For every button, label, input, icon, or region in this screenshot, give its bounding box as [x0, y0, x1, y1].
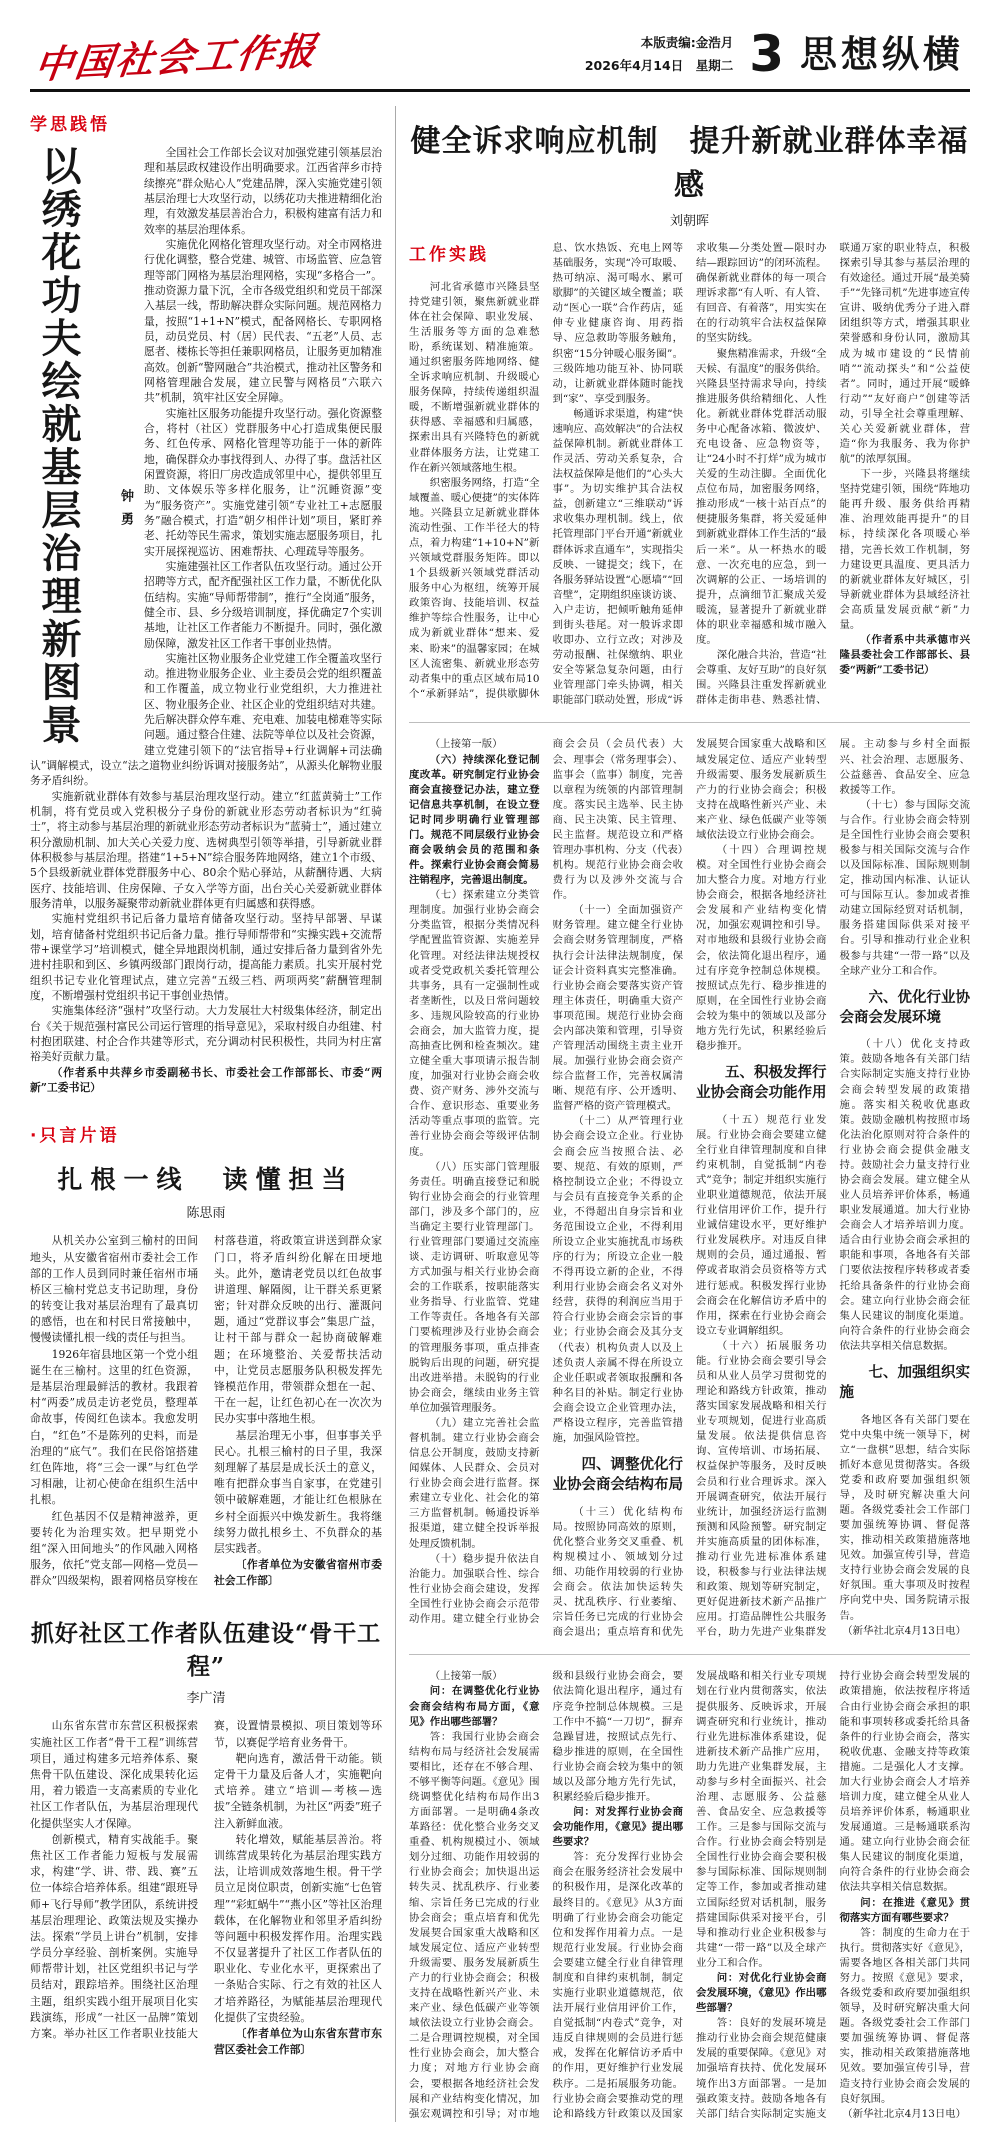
article-words-title: 扎根一线 读懂担当	[57, 1165, 355, 1195]
article-qa-body	[409, 1669, 970, 2121]
paragraph: 问：对发挥行业协会商会功能作用，《意见》提出哪些要求？	[552, 1806, 683, 1849]
article-practice	[409, 116, 970, 708]
paragraph: （六）持续深化登记制度改革。研究制定行业协会商会直接登记办法，建立登记信息共享机制，在设立登记时同步明确行业管理部门。规范不同层级行业协会商会吸纳会员的范围和条件。探索行业协会商会简易注销程序，完善退出制度。	[409, 753, 540, 887]
paragraph: （新华社北京4月13日电）	[842, 1624, 966, 1637]
paragraph: 山东省东营市东营区积极探索实施社区工作者“骨干工程”训练营项目，通过构建多元培养体系、聚焦骨干队伍建设、深化成果转化运用，着力锻造一支高素质的专业化社区工作者队伍，为基层治理现代化提供坚实人才保障。	[30, 1719, 198, 1830]
column-label-practice: 工作实践	[409, 245, 489, 265]
paragraph: （作者系中共萍乡市委副秘书长、市委社会工作部部长、市委“两新”工委书记）	[30, 1065, 382, 1095]
editor-line: 本版责编:金浩月	[640, 35, 734, 50]
article-practice-paragraphs	[409, 241, 970, 708]
article-study-body	[30, 145, 382, 1095]
paragraph: 河北省承德市兴隆县坚持党建引领，聚焦新就业群体在社会保障、职业发展、生活服务等方面的急难愁盼，系统谋划、精准施策。通过织密服务阵地网络、健全诉求响应机制、升级暖心服务保障，持续传递组织温暖，不断增强新就业群体的获得感、幸福感和归属感，探索出具有兴隆特色的新就业群体服务方法，让党建工作在新兴领域落地生根。	[409, 280, 540, 474]
article-study-author: 钟勇	[118, 489, 133, 536]
section-name: 思想纵横	[800, 33, 964, 76]
article-opinion-continuation	[409, 737, 970, 1640]
paragraph: 问：在调整优化行业协会商会结构布局方面，《意见》作出哪些部署？	[409, 1685, 540, 1728]
article-backbone-title: 抓好社区工作者队伍建设“骨干工程”	[30, 1620, 382, 1681]
paragraph: 实施村党组织书记后备力量培育储备攻坚行动。坚持早部署、早谋划，培育储备村党组织书记后备力量。推行导师帮带和“实操实践+交流帮带+课堂学习”培训模式，健全异地跟岗机制，通过安排后备力量到省外先进村挂职和到区、乡镇两级部门跟岗行动，提高能力素质。扎实开展村党组织书记专业化管理试点，建立完善“五级三档、两项两奖”薪酬管理制度，不断增强村党组织书记干事创业热情。	[30, 912, 382, 1003]
paragraph: 各地区各有关部门要在党中央集中统一领导下，树立“一盘棋”思想，结合实际抓好本意见贯彻落实。各级党委和政府要加强组织领导，及时研究解决重大问题。各级党委社会工作部门要加强统筹协调、督促落实，推动相关政策措施落地见效。加强宣传引导，营造支持行业协会商会发展的良好氛围。重大事项及时按程序向党中央、国务院请示报告。	[839, 1413, 970, 1622]
paragraph: （九）建立完善社会监督机制。建立行业协会商会信息公开制度，鼓励支持新闻媒体、人民群众、会员对行业协会商会进行监督。探索建立专业化、社会化的第三方监督机制。畅通投诉举报渠道，建立健全投诉举报处理反馈机制。	[409, 1416, 540, 1550]
paragraph: 从机关办公室到三榆村的田间地头，从安徽省宿州市委社会工作部的工作人员到同时兼任宿州市埇桥区三榆村党总支书记助理，身份的转变让我对基层治理有了最真切的感悟，也在和村民日常接触中，慢慢读懂扎根一线的责任与担当。	[30, 1234, 198, 1345]
paragraph: （十四）合理调控规模。对全国性行业协会商会加大整合力度。对地方行业协会商会，根据各地经济社会发展和产业结构变化情况，加强宏观调控和引导。对市地级和县级行业协会商会，依法简化退出程序，通过有序竞争控制总体规模。按照试点先行、稳步推进的原则，在全国性行业协会商会较为集中的领域以及部分地方先行先试，积累经验后稳步推开。	[696, 843, 827, 1052]
paragraph: 畅通诉求渠道，构建“快速响应、高效解决”的合法权益保障机制。新就业群体工作灵活、劳动关系复杂，合法权益保障是他们的“心头大事”。为切实维护其合法权益，创新建立“三维联动”诉求收集办理机制。线上，依托管理部门平台开通“新就业群体诉求直通车”，实现指尖反映、一键提交；线下，在各服务驿站设置“心愿墙”“回音壁”，定期组织座谈访谈、入户走访，把倾听触角延伸到街头巷尾。对一般诉求即收即办、立行立改；对涉及劳动报酬、社保缴纳、职业安全等紧急复杂问题，由行业管理部门牵头协调，相关职能部门联动处置，形成“诉求收集—分类处置—限时办结—跟踪回访”的闭环流程。确保新就业群体的每一项合理诉求都“有人听、有人管、有回音、有着落”，用实实在在的行动筑牢合法权益保障的坚实防线。	[552, 242, 827, 707]
article-qa-continuation	[409, 1669, 970, 2121]
article-words-author: 陈思雨	[186, 1206, 226, 1222]
article-opinion-body	[409, 737, 970, 1640]
date-line: 2026年4月14日 星期二	[584, 57, 734, 73]
paragraph: 五、积极发挥行业协会商会功能作用	[696, 1065, 827, 1102]
paragraph: 答：良好的发展环境是推动行业协会商会规范健康发展的重要保障。《意见》对加强培育扶持、优化发展环境作出3方面部署。一是加强政策支持。鼓励各地各有关部门结合实际制定实施支持行业协会商会转型发展的政策措施，依法按程序将适合由行业协会商会承担的职能和事项转移或委托给具备条件的行业协会商会，落实税收优惠、金融支持等政策措施。二是强化人才支撑。加大行业协会商会人才培养培训力度，建立健全从业人员培养评价体系，畅通职业发展通道。三是畅通联系沟通。建立向行业协会商会征集人民建议的制度化渠道，向符合条件的行业协会商会依法共享相关信息数据。	[696, 1670, 970, 2120]
paragraph: （新华社北京4月13日电）	[842, 2107, 966, 2120]
article-backbone	[30, 1615, 382, 2058]
article-study	[30, 110, 382, 1095]
paragraph: （十）稳步提升依法自治能力。加强联合性、综合性行业协会商会建设，发挥全国性行业协会商会示范带动作用。建立健全行业协会商会会员（会员代表）大会、理事会（常务理事会）、监事会（监事）制度，完善以章程为统领的内部管理制度。落实民主选举、民主协商、民主决策、民主管理、民主监督。规范设立和严格管理办事机构、分支（代表）机构。规范行业协会商会收费行为以及涉外交流与合作。	[409, 738, 683, 1625]
newspaper-logo: 中国社会工作报	[32, 27, 320, 88]
paragraph: 答：充分发挥行业协会商会在服务经济社会发展中的积极作用，是深化改革的最终目的。《意见》从3方面明确了行业协会商会功能定位和发挥作用着力点。一是规范行业发展。行业协会商会要建立健全行业自律管理制度和自律约束机制，制定实施行业职业道德规范，依法开展行业信用评价工作，自觉抵制“内卷式”竞争，对违反自律规则的会员进行惩戒，发挥在化解信访矛盾中的作用，更好维护行业发展秩序。二是拓展服务功能。行业协会商会要推动党的理论和路线方针政策以及国家发展战略和相关行业专项规划在行业内贯彻落实，依法提供服务、反映诉求，开展调查研究和行业统计，推动行业先进标准体系建设，促进新技术新产品推广应用，助力先进产业集群发展，主动参与乡村全面振兴、社会治理、志愿服务、公益慈善、食品安全、应急救援等工作。三是参与国际交流与合作。行业协会商会特别是全国性行业协会商会要积极参与国际标准、国际规则制定等工作，参加或者推动建立国际经贸对话机制，服务搭建国际供采对接平台，引导和推动行业企业积极参与共建“一带一路”以及全球产业分工和合作。	[552, 1670, 827, 2120]
paragraph: （八）压实部门管理服务责任。明确直接登记和脱钩行业协会商会的行业管理部门，涉及多个部门的，应当确定主要行业管理部门。行业管理部门要通过交流座谈、走访调研、听取意见等方式加强与相关行业协会商会的工作联系，按职能落实业务指导、行业监管、党建工作等责任。各地各有关部门要梳理涉及行业协会商会的管理服务事项，重点排查脱钩后出现的问题，研究提出改进举措。未脱钩的行业协会商会，继续由业务主管单位加强管理服务。	[409, 1160, 540, 1414]
masthead-right	[584, 25, 964, 83]
paragraph: （作者系中共承德市兴隆县委社会工作部部长、县委“两新”工委书记）	[839, 634, 970, 677]
paragraph: 红色基因不仅是精神滋养，更要转化为治理实效。把早期党小组“深入田间地头”的作风融入网格服务，依托“党支部—网格—党员—群众”四级架构，跟着网格员穿梭在村落巷道，将政策宣讲送到群众家门口，将矛盾纠纷化解在田埂地头。此外，邀请老党员以红色故事讲道理、解隔阂，让干群关系更紧密；针对群众反映的出行、灌溉问题，通过“党群议事会”集思广益，让村干部与群众一起协商破解难题；在环境整治、关爱帮扶活动中，让党员志愿服务队积极发挥先锋模范作用，带领群众想在一起、干在一起，让红色初心在一次次为民办实事中落地生根。	[30, 1234, 382, 1588]
paragraph: 靶向选育，激活骨干动能。锁定骨干力量及后备人才，实施靶向式培养。建立“培训—考核—选拔”全链条机制，为社区“两委”班子注入新鲜血液。	[214, 1751, 382, 1830]
paragraph: 1926年宿县地区第一个党小组诞生在三榆村。这里的红色资源，是基层治理最鲜活的教材。我跟着村“两委”成员走访老党员，整理革命故事，传阅红色读本。我愈发明白，“红色”不是陈列的史料，而是治理的“底气”。我们在民俗馆搭建红色阵地，将“三会一课”与红色学习相融，让初心使命在组织生活中扎根。	[30, 1347, 198, 1507]
article-practice-author: 刘朝晖	[669, 214, 709, 229]
paragraph: 〔作者单位为山东省东营市东营区委社会工作部〕	[214, 2027, 382, 2057]
article-words	[30, 1121, 382, 1589]
paragraph: 实施新就业群体有效参与基层治理攻坚行动。建立“红蓝黄骑士”工作机制，将有党员或入党积极分子身份的新就业形态劳动者标识为“红骑士”，将主动参与基层治理的新就业形态劳动者标识为“蓝骑士”，通过建立积分激励机制、加大关心关爱力度、选树典型引领等举措，引导新就业群体积极参与基层治理。搭建“1+5+N”综合服务阵地网络，建立1个市级、5个县级新就业群体党群服务中心、80余个贴心驿站，从薪酬待遇、大病医疗、技能培训、住房保障、子女入学等方面，出台关心关爱新就业群体服务清单，以服务凝聚带动新就业群体更有归属感和获得感。	[30, 789, 382, 911]
column-label-study: 学思践悟	[30, 115, 110, 135]
paragraph: 问：对优化行业协会商会发展环境，《意见》作出哪些部署？	[696, 1971, 827, 2015]
paragraph: （十六）拓展服务功能。行业协会商会要引导会员和从业人员学习贯彻党的理论和路线方针政策，推动落实国家发展战略和相关行业专项规划，促进行业高质量发展。依法提供信息咨询、宣传培训、市场拓展、权益保护等服务，及时反映会员和行业合理诉求。深入开展调查研究，依法开展行业统计，加强经济运行监测预测和风险预警。研究制定并实施高质量的团体标准，推动行业先进标准体系建设，积极参与行业法律法规和政策、规划等研究制定，更好促进新技术新产品推广应用。打造品牌性公共服务平台，助力先进产业集群发展。主动参与乡村全面振兴、社会治理、志愿服务、公益慈善、食品安全、应急救援等工作。	[696, 738, 970, 1639]
paragraph: （上接第一版）	[429, 1670, 503, 1683]
article-words-paragraphs	[30, 1233, 382, 1589]
article-study-title: 以绣花功夫绘就基层治理新图景	[35, 145, 82, 747]
paragraph: （上接第一版）	[429, 738, 503, 751]
paragraph: 聚焦精准需求，升级“全天候、有温度”的服务供给。兴隆县坚持需求导向，持续推进服务供给精细化、人性化。新就业群体党群活动服务中心配备冰箱、微波炉、充电设备、应急物资等，让“24小时不打烊”成为城市关爱的生动注脚。全面优化点位布局，加密服务网络，推动形成“一核十站百点”的便捷服务集群，将关爱延伸到新就业群体工作生活的“最后一米”。从一杯热水的暖意、一次充电的应急，到一次调解的公正、一场培训的提升，点滴细节汇聚成关爱暖流，显著提升了新就业群体的职业幸福感和城市融入度。	[696, 347, 827, 647]
article-backbone-paragraphs	[30, 1718, 382, 2058]
page-content	[30, 92, 970, 2122]
left-column	[30, 106, 382, 2122]
paragraph: （十一）全面加强资产财务管理。建立健全行业协会商会财务管理制度，严格执行会计法律法规制度，保证会计资料真实完整准确。行业协会商会要落实资产管理主体责任，明确重大资产事项范围。规范行业协会商会内部决策和管理，引导资产管理活动围绕主责主业开展。加强行业协会商会资产综合监督工作，完善权属清晰、规范有序、公开透明、监督严格的资产管理模式。	[552, 904, 683, 1113]
paragraph: 实施集体经济“强村”攻坚行动。大力发展壮大村级集体经济，制定出台《关于规范强村富民公司运行管理的指导意见》，采取村级自办组建、村村抱团联建、村企合作共建等形式，充分调动村民积极性，共同为村庄富裕美好贡献力量。	[30, 1004, 382, 1064]
paragraph: 转化增效，赋能基层善治。将训练营成果转化为基层治理实践方法，让培训成效落地生根。骨干学员立足岗位职责，创新实施“七色管理”“彩虹蜗牛”“燕小区”等社区治理载体，在化解物业和邻里矛盾纠纷等问题中积极发挥作用。治理实践不仅显著提升了社区工作者队伍的职业化、专业化水平，更探索出了一条贴合实际、行之有效的社区人才培养路径，为赋能基层治理现代化提供了宝贵经验。	[214, 1832, 382, 2024]
paragraph: 四、调整优化行业协会商会结构布局	[552, 1457, 683, 1494]
paragraph: 基层治理无小事，但事事关乎民心。扎根三榆村的日子里，我深刻理解了基层是成长沃土的意义，唯有把群众事当自家事，在党建引领中破解难题，才能让红色根脉在乡村全面振兴中焕发新生。我将继续努力做扎根乡土、不负群众的基层实践者。	[214, 1428, 382, 1555]
paragraph: （十三）优化结构布局。按照协同高效的原则，优化整合业务交叉重叠、机构规模过小、领域划分过细、功能作用较弱的行业协会商会。依法加快运转失灵、扰乱秩序、行业萎缩、宗旨任务已完成的行业协会商会退出；重点培育和优先发展契合国家重大战略和区域发展定位、适应产业转型升级需要、服务发展新质生产力的行业协会商会；积极支持在战略性新兴产业、未来产业、绿色低碳产业等领域依法设立行业协会商会。	[552, 738, 827, 1639]
paragraph: 全国社会工作部长会议对加强党建引领基层治理和基层政权建设作出明确要求。江西省萍乡市持续擦亮“群众贴心人”党建品牌，深入实施党建引领基层治理七大攻坚行动，以绣花功夫推进精细化治理，有效激发基层善治合力，积极构建富有活力和效率的基层治理体系。	[144, 146, 382, 236]
paragraph: 下一步，兴隆县将继续坚持党建引领，围绕“阵地功能再升级、服务供给再精准、治理效能再提升”的目标，持续深化各项暖心举措，完善长效工作机制，努力建设更具温度、更具活力的新就业群体友好城区，引导新就业群体为县域经济社会高质量发展贡献“新”力量。	[839, 468, 970, 631]
paragraph: 实施建强社区工作者队伍攻坚行动。通过公开招聘等方式，配齐配强社区工作力量，不断优化队伍结构。实施“导师帮带制”，推行“全岗通”服务，健全市、县、乡分级培训制度，择优确定7个实训基地，让社区工作者能力不断提升。同时，强化激励保障，激发社区工作者干事创业热情。	[144, 559, 383, 650]
vertical-divider	[395, 106, 396, 2122]
paragraph: 创新模式，精育实战能手。聚焦社区工作者能力短板与发展需求，构建“学、讲、带、践、赛”五位一体综合培养体系。组建“跟班导师+飞行导师”教学团队，系统讲授基层治理理论、政策法规及实操办法。探索“学员上讲台”机制，安排学员分享经验、剖析案例。实施导师帮带计划，社区党组织书记与学员结对，跟踪培养。围绕社区治理主题，组织实践小组开展项目化实践演练，形成“一社区一品牌”策划方案。举办社区工作者职业技能大赛，设置情景模拟、项目策划等环节，以赛促学培育业务骨干。	[30, 1719, 382, 2041]
article-backbone-author: 李广清	[186, 1691, 226, 1707]
article-practice-title: 健全诉求响应机制 提升新就业群体幸福感	[410, 124, 969, 203]
masthead	[30, 14, 970, 92]
horizontal-rule-1	[409, 722, 970, 723]
article-practice-body	[409, 241, 970, 708]
paragraph: 七、加强组织实施	[839, 1364, 970, 1402]
paragraph: 答：制度的生命力在于执行。贯彻落实好《意见》，需要各地区各相关部门共同努力。按照《意见》要求，各级党委和政府要加强组织领导，及时研究解决重大问题。各级党委社会工作部门要加强统筹协调、督促落实，推动相关政策措施落地见效。要加强宣传引导，营造支持行业协会商会发展的良好氛围。	[839, 1926, 970, 2105]
paragraph: （七）探索建立分类管理制度。加强行业协会商会分类监管，根据分类情况科学配置监管资源、实施差异化管理。对经法律法规授权或者受党政机关委托管理公共事务，具有一定强制性或者垄断性，以及日常问题较多、违规风险较高的行业协会商会，加大监管力度，提高抽查比例和检查频次。建立健全重大事项请示报告制度，加强对行业协会商会收费、资产财务、涉外交流与合作、意识形态、重要业务活动等重点事项的监管。完善行业协会商会等级评估制度。	[409, 889, 540, 1158]
masthead-meta	[585, 32, 733, 77]
paragraph: （十二）从严管理行业协会商会设立企业。行业协会商会应当按照合法、必要、规范、有效的原则，严格控制设立企业；不得设立与会员有直接竞争关系的企业，不得超出自身宗旨和业务范围设立企业，不得利用所设立企业实施扰乱市场秩序的行为；所设立企业一般不得再设立新的企业，不得利用行业协会商会名义对外经营，获得的利润应当用于符合行业协会商会宗旨的事业；行业协会商会及其分支（代表）机构负责人以及上述负责人亲属不得在所设立企业任职或者领取报酬和各种名目的补贴。制定行业协会商会设立企业管理办法，严格设立程序，完善监管措施，加强风险管控。	[552, 1115, 683, 1445]
right-column	[409, 106, 970, 2122]
paragraph: 实施社区物业服务企业党建工作全覆盖攻坚行动。推进物业服务企业、业主委员会党的组织覆盖和工作覆盖，成立物业行业党组织，大力推进社区、物业服务企业、社区企业的党组织结对共建。先后解决群众停车难、充电难、加装电梯难等实际问题。通过整合住建、法院等单位以及社会资源，建立党建引领下的“法官指导+行业调解+司法确认”调解模式，设立“法之道物业纠纷诉调对接服务站”，从源头化解物业服务矛盾纠纷。	[30, 651, 382, 788]
column-label-practice-wrap	[409, 243, 540, 268]
paragraph: 实施优化网格化管理攻坚行动。对全市网格进行优化调整，整合党建、城管、市场监管、应急管理等部门网格为基层治理网格，实现“多格合一”。推动资源力量下沉，全市各级党组织和党员干部深入基层一线，帮助解决群众实际问题。规范网格力量，按照“1+1+N”模式，配备网格长、专职网格员，动员党员、村（居）民代表、“五老”人员、志愿者、楼栋长等担任兼职网格员，让服务更加精准高效。创新“警网融合”共治模式，推动社区警务和网格管理融合发展，建立民警与网格员“六联六共”机制，筑牢社区安全屏障。	[144, 237, 382, 405]
page-number: 3	[749, 25, 784, 83]
paragraph: 实施社区服务功能提升攻坚行动。强化资源整合，将村（社区）党群服务中心打造成集便民服务、红色传承、网格化管理等功能于一体的新阵地，确保群众办事找得到人、办得了事。盘活社区闲置资源，将旧厂房改造成邻里中心，提供邻里互助、文体娱乐等多样化服务，让“沉睡资源”变为“服务资产”。实施党建引领“专业社工+志愿服务”融合模式，打造“朝夕相伴计划”项目，紧盯养老、托幼等民生需求，策划实施志愿服务项目，扎实开展探视巡访、困难帮扶、心理疏导等服务。	[144, 406, 382, 558]
paragraph: 深化融合共治，营造“社会尊重、友好互助”的良好氛围。兴隆县注重发挥新就业群体走街串巷、熟悉社情、联通万家的职业特点，积极探索引导其参与基层治理的有效途径。通过开展“最美骑手”“先锋司机”先进事迹宣传宣讲、吸纳优秀分子进入群团组织等方式，增强其职业荣誉感和身份认同，激励其成为城市建设的“民情前哨”“流动探头”和“公益使者”。同时，通过开展“暖蜂行动”“友好商户”创建等活动，引导全社会尊重理解、关心关爱新就业群体，营造“你为我服务、我为你护航”的浓厚氛围。	[696, 242, 970, 707]
paragraph: 答：我国行业协会商会结构布局与经济社会发展需要相比，还存在不够合理、不够平衡等问题。《意见》围绕调整优化结构布局作出3方面部署。一是明确4条改革路径：优化整合业务交叉重叠、机构规模过小、领域划分过细、功能作用较弱的行业协会商会；加快退出运转失灵、扰乱秩序、行业萎缩、宗旨任务已完成的行业协会商会；重点培育和优先发展契合国家重大战略和区域发展定位、适应产业转型升级需要、服务发展新质生产力的行业协会商会；积极支持在战略性新兴产业、未来产业、绿色低碳产业等领域依法设立行业协会商会。二是合理调控规模，对全国性行业协会商会，加大整合力度；对地方行业协会商会，要根据各地经济社会发展和产业结构变化情况，加强宏观调控和引导；对市地级和县级行业协会商会，要依法简化退出程序，通过有序竞争控制总体规模。三是工作中不搞“一刀切”，摒弃急躁冒进，按照试点先行、稳步推进的原则，在全国性行业协会商会较为集中的领域以及部分地方先行先试，积累经验后稳步推开。	[409, 1670, 683, 2120]
column-label-words: ·只言片语	[30, 1126, 120, 1147]
paragraph: 〔作者单位为安徽省宿州市委社会工作部〕	[214, 1558, 382, 1588]
paragraph: 织密服务网络，打造“全域覆盖、暖心便捷”的实体阵地。兴隆县立足新就业群体流动性强、工作半径大的特点，着力构建“1+10+N”新兴领域党群服务矩阵。即以1个县级新兴领域党群活动服务中心为枢纽，统筹开展政策咨询、技能培训、权益维护等综合性服务，让中心成为新就业群体“想来、爱来、盼来”的温馨家园；在城区人流密集、新就业形态劳动者集中的重点区域布局10个“承新驿站”，提供歇脚休息、饮水热饭、充电上网等基础服务，实现“冷可取暖、热可纳凉、渴可喝水、累可歇脚”的关键区域全覆盖；联动“医心一联”合作药店，延伸专业健康咨询、用药指导、应急救助等服务触角，织密“15分钟暖心服务圈”。三级阵地功能互补、协同联动，让新就业群体随时能找到“家”、享受到服务。	[409, 242, 683, 700]
vertical-title-block	[30, 145, 134, 749]
paragraph: （十七）参与国际交流与合作。行业协会商会特别是全国性行业协会商会要积极参与相关国际交流与合作以及国际标准、国际规则制定，推动国内标准、认证认可与国际互认。参加或者推动建立国际经贸对话机制，服务搭建国际供采对接平台。引导和推动行业企业积极参与共建“一带一路”以及全球产业分工和合作。	[839, 798, 970, 977]
paragraph: （十五）规范行业发展。行业协会商会要建立健全行业自律管理制度和自律约束机制，自觉抵制“内卷式”竞争；制定并组织实施行业职业道德规范，依法开展行业信用评价工作，提升行业诚信建设水平，更好维护行业发展秩序。对违反自律规则的会员，通过通报、暂停或者取消会员资格等方式进行惩戒。积极发挥行业协会商会在化解信访矛盾中的作用，探索在行业协会商会设立专业调解组织。	[696, 1113, 827, 1337]
horizontal-rule-2	[409, 1654, 970, 1655]
paragraph: 六、优化行业协会商会发展环境	[839, 989, 970, 1026]
paragraph: 问：在推进《意见》贯彻落实方面有哪些要求？	[839, 1896, 970, 1924]
paragraph: （十八）优化支持政策。鼓励各地各有关部门结合实际制定实施支持行业协会商会转型发展的政策措施。落实相关税收优惠政策。鼓励金融机构按照市场化法治化原则对符合条件的行业协会商会提供金融支持。鼓励社会力量支持行业协会商会发展。建立健全从业人员培养评价体系，畅通职业发展通道。加大行业协会商会人才培养培训力度。适合由行业协会商会承担的职能和事项，各地各有关部门要依法按程序转移或者委托给具备条件的行业协会商会。建立向行业协会商会征集人民建议的制度化渠道。向符合条件的行业协会商会依法共享相关信息数据。	[839, 1038, 970, 1352]
